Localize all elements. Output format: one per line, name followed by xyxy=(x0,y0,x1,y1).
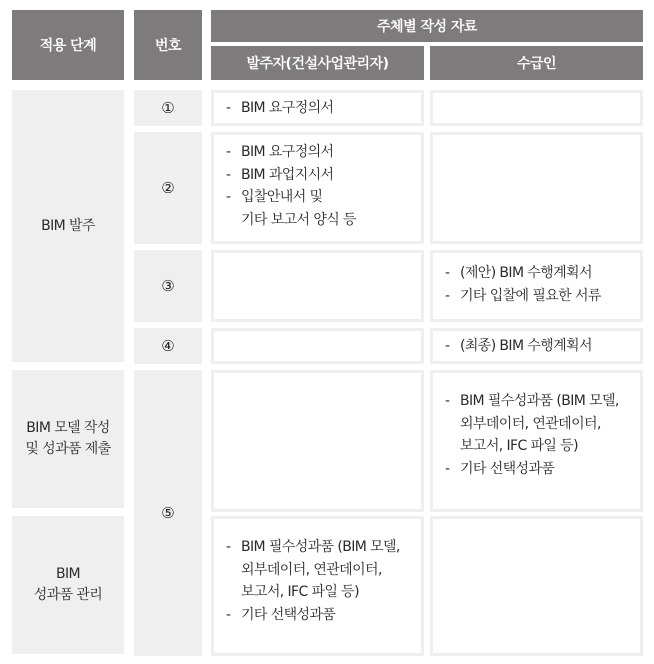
list-item: - BIM 요구정의서 xyxy=(226,144,334,160)
stage-model-line1: BIM 모델 작성 xyxy=(26,420,110,436)
header-stage: 적용 단계 xyxy=(12,10,124,80)
row5b-contractor-cell xyxy=(430,516,643,656)
list-item: - (제안) BIM 수행계획서 xyxy=(445,265,592,281)
header-materials-by-subject: 주체별 작성 자료 xyxy=(211,10,643,42)
list-item: - 기타 입찰에 필요한 서류 xyxy=(445,287,601,304)
header-contractor: 수급인 xyxy=(430,46,643,80)
row5a-contractor-list xyxy=(445,390,640,480)
row1-client-cell xyxy=(211,90,424,126)
list-item: - BIM 과업지시서 xyxy=(226,166,334,183)
row2-client-cell xyxy=(211,132,424,244)
list-item: - BIM 필수성과품 (BIM 모델, 외부데이터, 연관데이터, 보고서, IFC 파일 등) xyxy=(445,393,619,454)
row-number-1: ① xyxy=(134,90,202,126)
row4-client-cell xyxy=(211,328,424,364)
row4-contractor-cell xyxy=(430,328,643,364)
stage-mgmt-line1: BIM xyxy=(55,566,80,582)
row-number-2: ② xyxy=(134,132,202,244)
row5a-client-cell xyxy=(211,370,424,512)
row2-client-list xyxy=(226,141,421,231)
list-item: - BIM 필수성과품 (BIM 모델, 외부데이터, 연관데이터, 보고서, IFC 파일 등) xyxy=(226,539,400,600)
header-number: 번호 xyxy=(134,10,202,80)
row3-contractor-cell xyxy=(430,250,643,322)
row5a-contractor-cell xyxy=(430,370,643,512)
stage-model-line2: 및 성과품 제출 xyxy=(25,441,111,457)
list-item: - 입찰안내서 및 기타 보고서 양식 등 xyxy=(226,189,356,228)
row3-contractor-list xyxy=(445,262,640,307)
stage-bim-order: BIM 발주 xyxy=(12,90,124,362)
list-item: - BIM 요구정의서 xyxy=(226,100,334,116)
stage-bim-model-submission xyxy=(12,370,124,508)
row-number-4: ④ xyxy=(134,328,202,364)
header-client: 발주자(건설사업관리자) xyxy=(211,46,424,80)
row-number-5: ⑤ xyxy=(134,370,202,656)
row1-contractor-cell xyxy=(430,90,643,126)
stage-mgmt-line2: 성과품 관리 xyxy=(33,587,103,603)
stage-bim-deliverable-management xyxy=(12,516,124,654)
row4-contractor-list xyxy=(445,335,640,358)
list-item: - 기타 선택성과품 xyxy=(445,460,555,477)
row5b-client-list xyxy=(226,536,421,626)
row5b-client-cell xyxy=(211,516,424,656)
list-item: - 기타 선택성과품 xyxy=(226,606,336,623)
row2-contractor-cell xyxy=(430,132,643,244)
row-number-3: ③ xyxy=(134,250,202,322)
list-item: - (최종) BIM 수행계획서 xyxy=(445,338,592,354)
row3-client-cell xyxy=(211,250,424,322)
row1-client-list xyxy=(226,97,421,120)
